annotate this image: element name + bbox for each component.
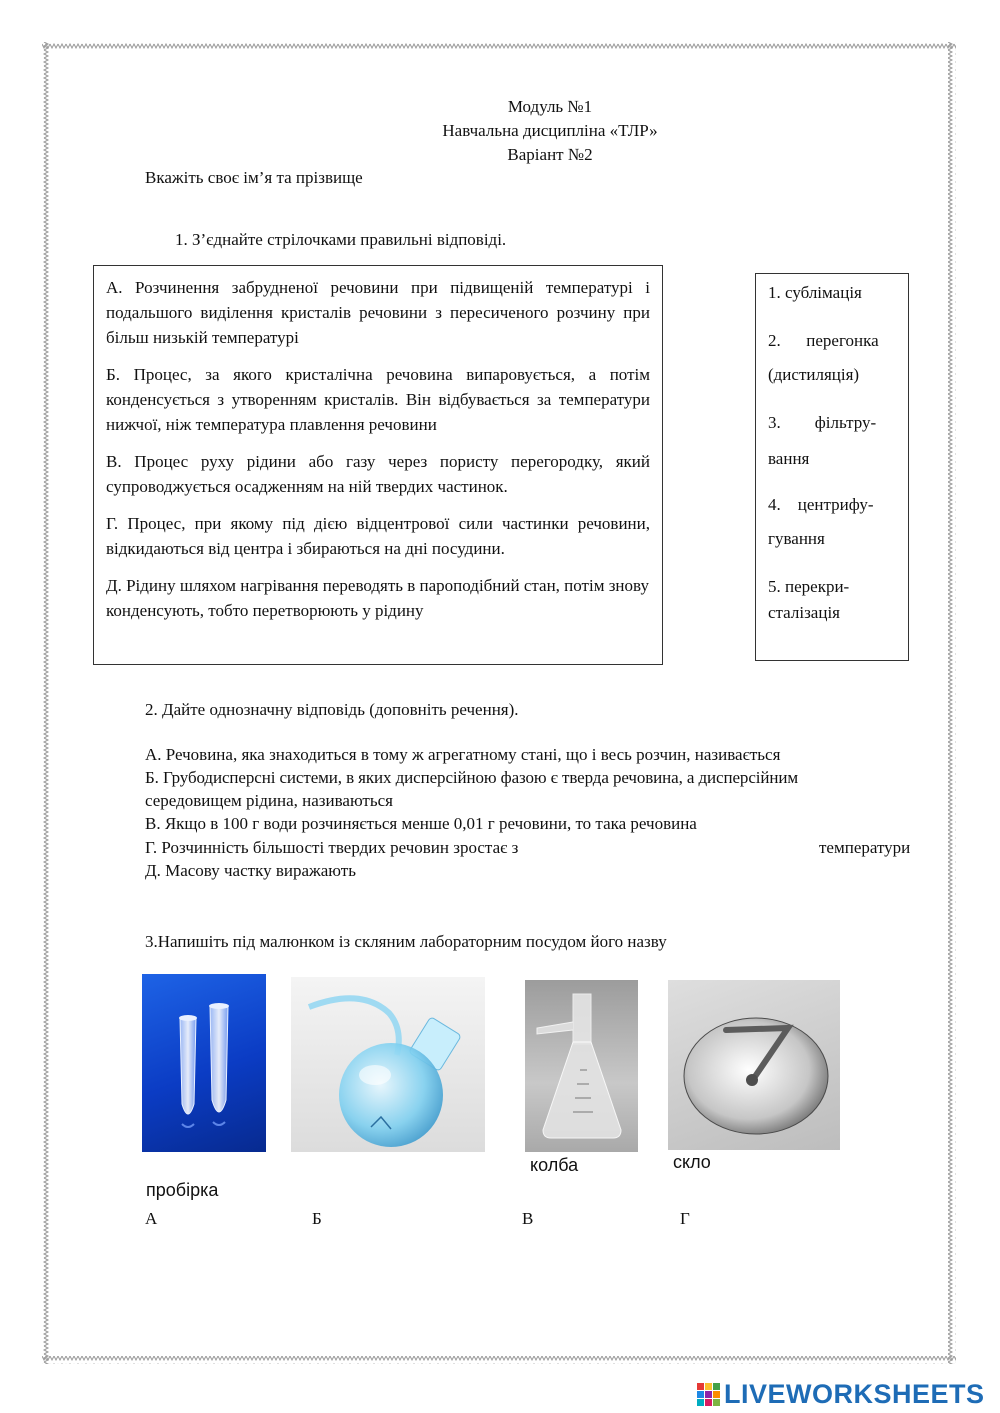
options-box [755,273,909,661]
q2-line-d: Д. Масову частку виражають [145,861,356,880]
option-2-cont: (дистиляція) [768,365,860,384]
q2-line-g: Г. Розчинність більшості твердих речовин зростає з [145,838,519,857]
definition-g: Г. Процес, при якому під дією відцентрової сили частинки речовини, відкидаються від центра і збираються на дні посудини. [106,514,650,558]
watch-glass-icon [668,980,840,1150]
label-v: В [522,1209,534,1228]
q2-line-b: Б. Грубодисперсні системи, в яких дисперсійною фазою є тверда речовина, а дисперсійним [145,768,799,787]
option-1: 1. сублімація [768,283,862,302]
definition-d: Д. Рідину шляхом нагрівання переводять в пароподібний стан, потім знову конденсують, тобто перетворюють у рідину [106,576,649,620]
option-3-cont: вання [768,449,810,468]
variant-title: Варіант №2 [507,145,593,164]
q2-line-v: В. Якщо в 100 г води розчиняється менше 0,01 г речовини, то така речовина [145,814,697,833]
label-g: Г [680,1209,690,1228]
discipline-title: Навчальна дисципліна «ТЛР» [442,121,658,140]
option-2: 2. перегонка [768,331,879,350]
conical-flask-icon [525,980,638,1152]
option-3: 3. фільтру- [768,413,877,432]
liveworksheets-logo [697,1378,985,1409]
option-5: 5. перекри- [768,577,850,596]
q2-line-g-tail: температури [819,838,911,857]
q1-title: 1. З’єднайте стрілочками правильні відповіді. [175,230,507,249]
answer-a[interactable]: пробірка [146,1180,219,1200]
q2-line-b-cont: середовищем рідина, називаються [145,791,393,810]
logo-text: LIVEWORKSHEETS [724,1378,985,1409]
answer-v[interactable]: колба [530,1155,579,1175]
option-5-cont: сталізація [768,603,840,622]
test-tubes-image [142,974,266,1152]
q2-title: 2. Дайте однозначну відповідь (доповніть речення). [145,700,519,719]
option-4-cont: гування [768,529,825,548]
definition-v: В. Процес руху рідини або газу через пористу перегородку, який супроводжується осадженням на ній твердих частинок. [106,452,650,496]
definition-a: А. Розчинення забрудненої речовини при підвищеній температурі і подальшого виділення кристалів речовини з пересиченого розчину при більш низькій температурі [106,278,650,347]
round-flask-image [291,977,485,1152]
option-4: 4. центрифу- [768,495,874,514]
module-title: Модуль №1 [507,97,593,116]
bunsen-flask-image [525,980,638,1152]
logo-grid-icon [697,1383,720,1406]
definition-b: Б. Процес, за якого кристалічна речовина випаровується, а потім конденсується з утворенням кристалів. Він відбувається за температури нижчої, ніж температура плавлення речовини [106,365,650,434]
answer-g[interactable]: скло [673,1152,711,1172]
test-tube-icon [142,974,266,1152]
definitions-box [93,265,663,665]
name-prompt: Вкажіть своє ім’я та прізвище [145,168,363,187]
round-flask-icon [291,977,485,1152]
label-b: Б [312,1209,322,1228]
watch-glass-image [668,980,840,1150]
label-a: А [145,1209,158,1228]
q3-title: 3.Напишіть під малюнком із скляним лабораторним посудом його назву [145,932,667,951]
q2-line-a: А. Речовина, яка знаходиться в тому ж агрегатному стані, що і весь розчин, називається [145,745,781,764]
